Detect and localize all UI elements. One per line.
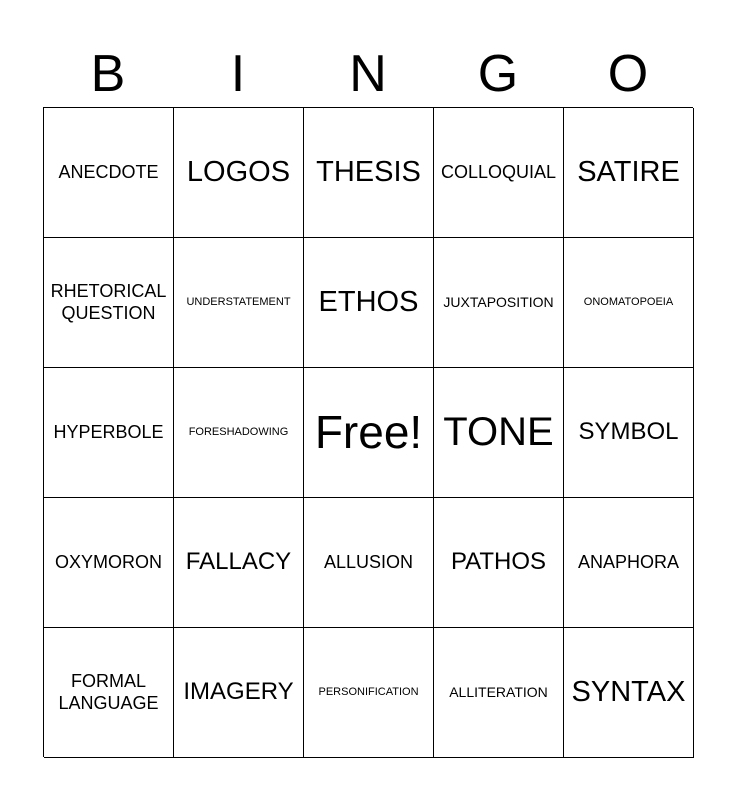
bingo-cell[interactable]: ANAPHORA xyxy=(564,498,694,628)
header-letter-b: B xyxy=(90,45,126,103)
bingo-cell[interactable]: IMAGERY xyxy=(174,628,304,758)
bingo-cell[interactable]: ALLITERATION xyxy=(434,628,564,758)
free-space-cell[interactable]: Free! xyxy=(304,368,434,498)
bingo-cell[interactable]: SATIRE xyxy=(564,108,694,238)
bingo-cell[interactable]: THESIS xyxy=(304,108,434,238)
bingo-cell[interactable]: PATHOS xyxy=(434,498,564,628)
bingo-cell[interactable]: COLLOQUIAL xyxy=(434,108,564,238)
bingo-cell[interactable]: ALLUSION xyxy=(304,498,434,628)
bingo-cell[interactable]: PERSONIFICATION xyxy=(304,628,434,758)
header-letter-o: O xyxy=(607,45,649,103)
bingo-cell[interactable]: ONOMATOPOEIA xyxy=(564,238,694,368)
header-letter-n: N xyxy=(349,45,387,103)
bingo-board xyxy=(43,107,693,757)
bingo-cell[interactable]: RHETORICAL QUESTION xyxy=(44,238,174,368)
bingo-cell[interactable]: FORMAL LANGUAGE xyxy=(44,628,174,758)
bingo-cell[interactable]: SYMBOL xyxy=(564,368,694,498)
bingo-cell[interactable]: ETHOS xyxy=(304,238,434,368)
header-letter-i: I xyxy=(230,45,246,103)
bingo-cell[interactable]: HYPERBOLE xyxy=(44,368,174,498)
bingo-cell[interactable]: JUXTAPOSITION xyxy=(434,238,564,368)
bingo-cell[interactable]: TONE xyxy=(434,368,564,498)
header-letter-g: G xyxy=(477,45,519,103)
bingo-cell[interactable]: UNDERSTATEMENT xyxy=(174,238,304,368)
bingo-header xyxy=(43,40,693,108)
bingo-cell[interactable]: OXYMORON xyxy=(44,498,174,628)
bingo-cell[interactable]: SYNTAX xyxy=(564,628,694,758)
bingo-cell[interactable]: FALLACY xyxy=(174,498,304,628)
bingo-cell[interactable]: ANECDOTE xyxy=(44,108,174,238)
bingo-cell[interactable]: FORESHADOWING xyxy=(174,368,304,498)
bingo-cell[interactable]: LOGOS xyxy=(174,108,304,238)
